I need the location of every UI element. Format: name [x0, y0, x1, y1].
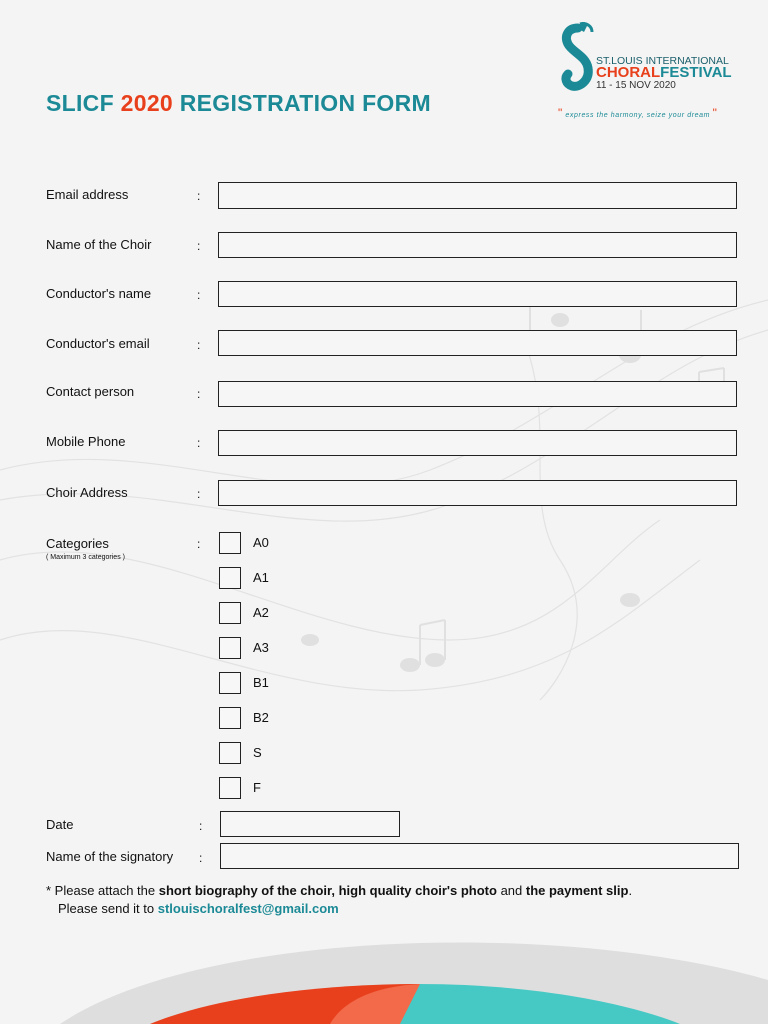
category-a3-label: A3: [253, 640, 269, 655]
colon: :: [197, 436, 201, 450]
colon: :: [199, 819, 203, 833]
category-f-label: F: [253, 780, 261, 795]
categories-note: ( Maximum 3 categories ): [46, 554, 125, 561]
s-swan-logo-icon: [558, 22, 598, 100]
logo-line-2: CHORALFESTIVAL: [596, 64, 732, 81]
colon: :: [197, 387, 201, 401]
category-b2-checkbox[interactable]: [219, 707, 241, 729]
email-address-field[interactable]: [218, 182, 737, 209]
signatory-name-field[interactable]: [220, 843, 739, 869]
choir-address-field[interactable]: [218, 480, 737, 506]
send-note: Please send it to stlouischoralfest@gmail.com: [58, 901, 339, 916]
festival-logo: [556, 22, 756, 132]
logo-line-1: ST.LOUIS INTERNATIONAL: [596, 55, 729, 67]
colon: :: [197, 537, 201, 551]
logo-tagline: " express the harmony, seize your dream ": [558, 106, 718, 120]
choir-address-label: Choir Address: [46, 485, 128, 500]
conductor-name-field[interactable]: [218, 281, 737, 307]
date-label: Date: [46, 817, 74, 832]
category-b1-label: B1: [253, 675, 269, 690]
categories-label: Categories: [46, 536, 109, 551]
category-b2-label: B2: [253, 710, 269, 725]
conductor-email-label: Conductor's email: [46, 336, 150, 351]
category-s-checkbox[interactable]: [219, 742, 241, 764]
category-a0-checkbox[interactable]: [219, 532, 241, 554]
category-a2-label: A2: [253, 605, 269, 620]
choir-name-field[interactable]: [218, 232, 737, 258]
conductor-name-label: Conductor's name: [46, 286, 152, 301]
category-b1-checkbox[interactable]: [219, 672, 241, 694]
colon: :: [197, 239, 201, 253]
signatory-name-label: Name of the signatory: [46, 849, 174, 864]
colon: :: [197, 288, 201, 302]
email-address-label: Email address: [46, 187, 129, 202]
page-title: SLICF 2020 REGISTRATION FORM: [46, 90, 431, 116]
colon: :: [197, 189, 201, 203]
logo-dates: 11 - 15 NOV 2020: [596, 80, 676, 91]
category-a1-label: A1: [253, 570, 269, 585]
colon: :: [197, 338, 201, 352]
mobile-phone-label: Mobile Phone: [46, 434, 126, 449]
choir-name-label: Name of the Choir: [46, 237, 152, 252]
conductor-email-field[interactable]: [218, 330, 737, 356]
category-a0-label: A0: [253, 535, 269, 550]
colon: :: [199, 851, 203, 865]
category-s-label: S: [253, 745, 262, 760]
category-a3-checkbox[interactable]: [219, 637, 241, 659]
contact-email-link[interactable]: stlouischoralfest@gmail.com: [157, 901, 339, 916]
mobile-phone-field[interactable]: [218, 430, 737, 456]
category-a1-checkbox[interactable]: [219, 567, 241, 589]
contact-person-field[interactable]: [218, 381, 737, 407]
category-a2-checkbox[interactable]: [219, 602, 241, 624]
contact-person-label: Contact person: [46, 384, 135, 399]
category-f-checkbox[interactable]: [219, 777, 241, 799]
date-field[interactable]: [220, 811, 400, 837]
attachment-note: * Please attach the short biography of the choir, high quality choir's photo and the payment slip.: [46, 883, 633, 898]
colon: :: [197, 487, 201, 501]
